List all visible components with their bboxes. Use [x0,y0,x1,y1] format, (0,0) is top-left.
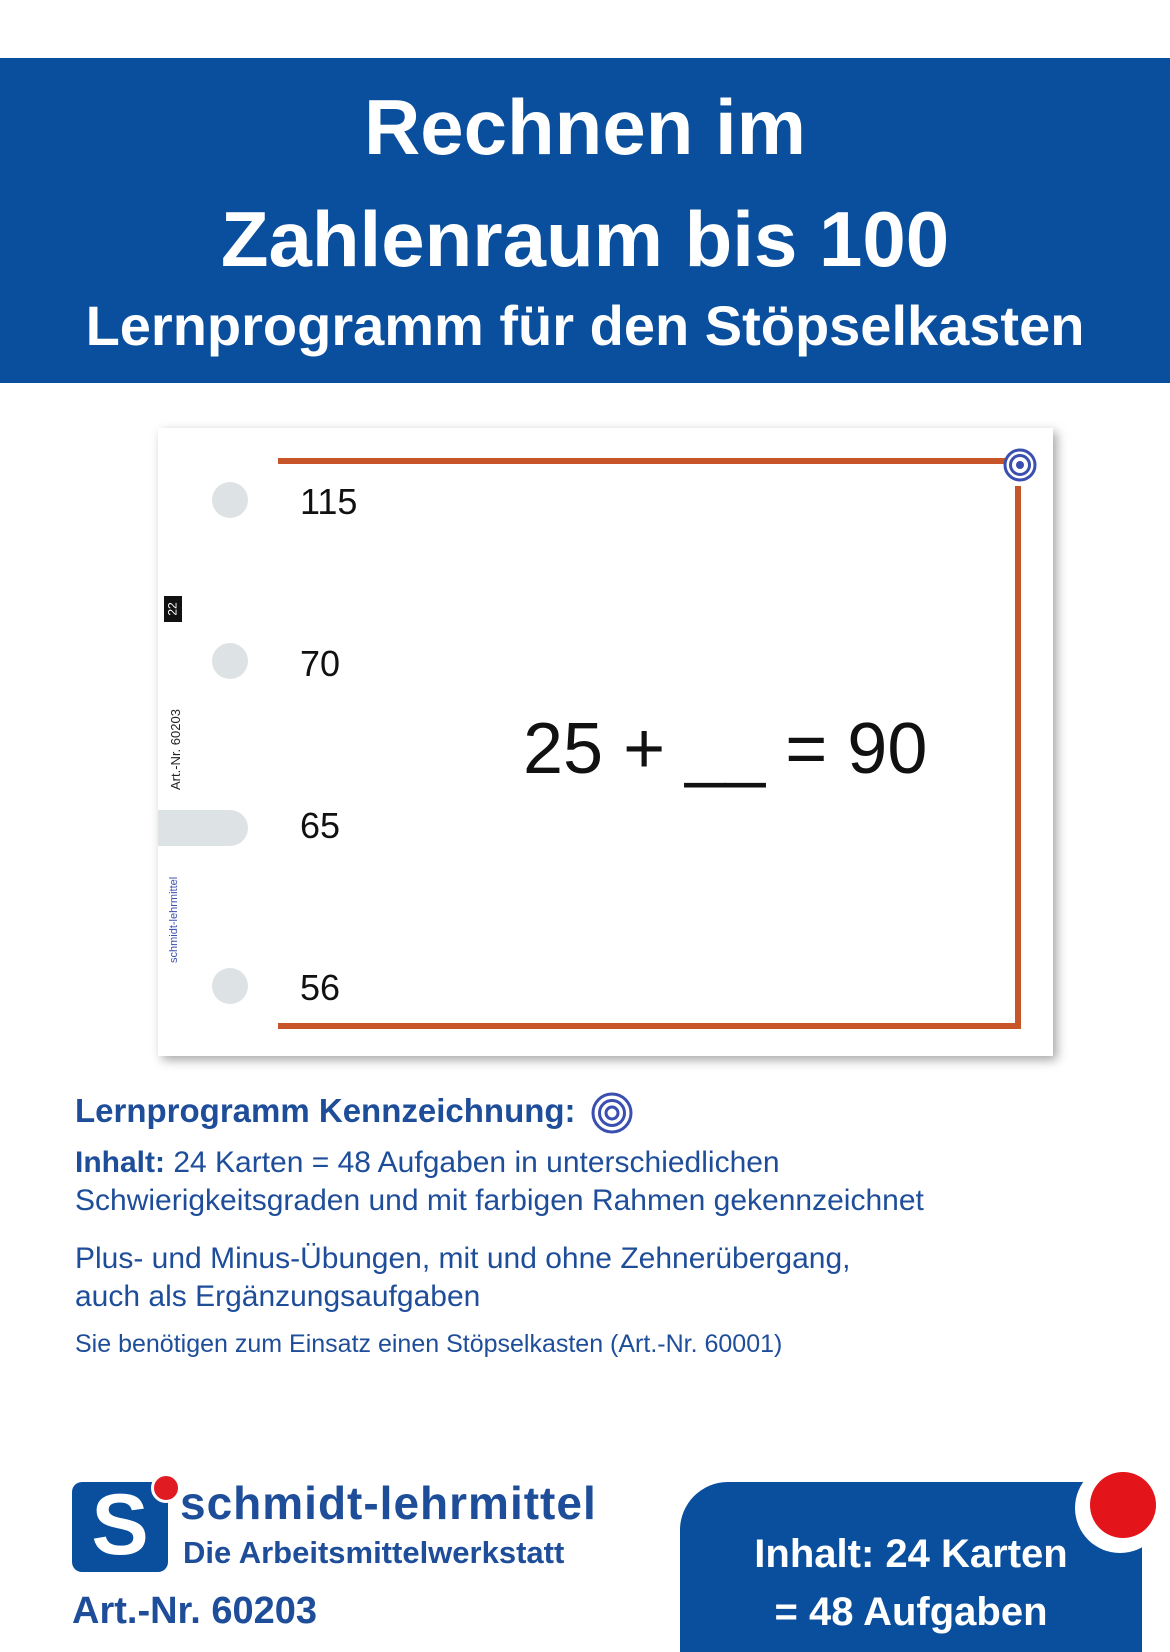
title-line-1: Rechnen im [363,83,807,171]
title-banner [0,58,1170,383]
brand-name: schmidt-lehrmittel [180,1477,597,1529]
content-line-1: Inhalt: 24 Karten = 48 Aufgaben in unterschiedlichen [75,1146,780,1179]
exercise-line-1: Plus- und Minus-Übungen, mit und ohne Zehnerübergang, [75,1242,851,1275]
logo-dot [151,1473,181,1503]
content-line-2: Schwierigkeitsgraden und mit farbigen Rahmen gekennzeichnet [75,1184,924,1217]
requirement-note: Sie benötigen zum Einsatz einen Stöpselkasten (Art.-Nr. 60001) [75,1330,783,1358]
brand-tagline: Die Arbeitsmittelwerkstatt [183,1535,565,1570]
plug-hole [212,482,248,518]
exercise-line-2: auch als Ergänzungsaufgaben [75,1280,481,1313]
plug-hole [212,643,248,679]
card-frame-bottom [278,1023,1021,1029]
badge-line-1: Inhalt: 24 Karten [754,1532,1068,1576]
content-badge [680,1482,1142,1652]
target-icon [1003,448,1037,482]
card-frame-top [278,458,1013,464]
card-brand-label: schmidt-lehrmittel [168,876,180,963]
plug-notch [158,810,248,846]
answer-option: 70 [300,643,341,684]
example-card [158,428,1053,1056]
answer-option: 65 [300,805,341,846]
answer-option: 56 [300,967,341,1008]
red-dot [1090,1472,1156,1538]
badge-line-2: = 48 Aufgaben [774,1590,1048,1634]
subtitle: Lernprogramm für den Stöpselkasten [85,294,1085,357]
card-article-label: Art.-Nr. 60203 [168,709,183,790]
task-equation: 25 + __ = 90 [523,709,928,789]
content-label: Inhalt: [75,1146,165,1179]
answer-option: 115 [300,481,358,522]
target-icon [591,1092,633,1134]
card-number: 22 [164,596,182,622]
article-number: Art.-Nr. 60203 [72,1590,318,1632]
plug-hole [212,968,248,1004]
logo-letter: S [91,1477,149,1573]
card-frame-right [1015,486,1021,1029]
title-line-2: Zahlenraum bis 100 [220,195,950,283]
marking-heading: Lernprogramm Kennzeichnung: [75,1092,633,1134]
